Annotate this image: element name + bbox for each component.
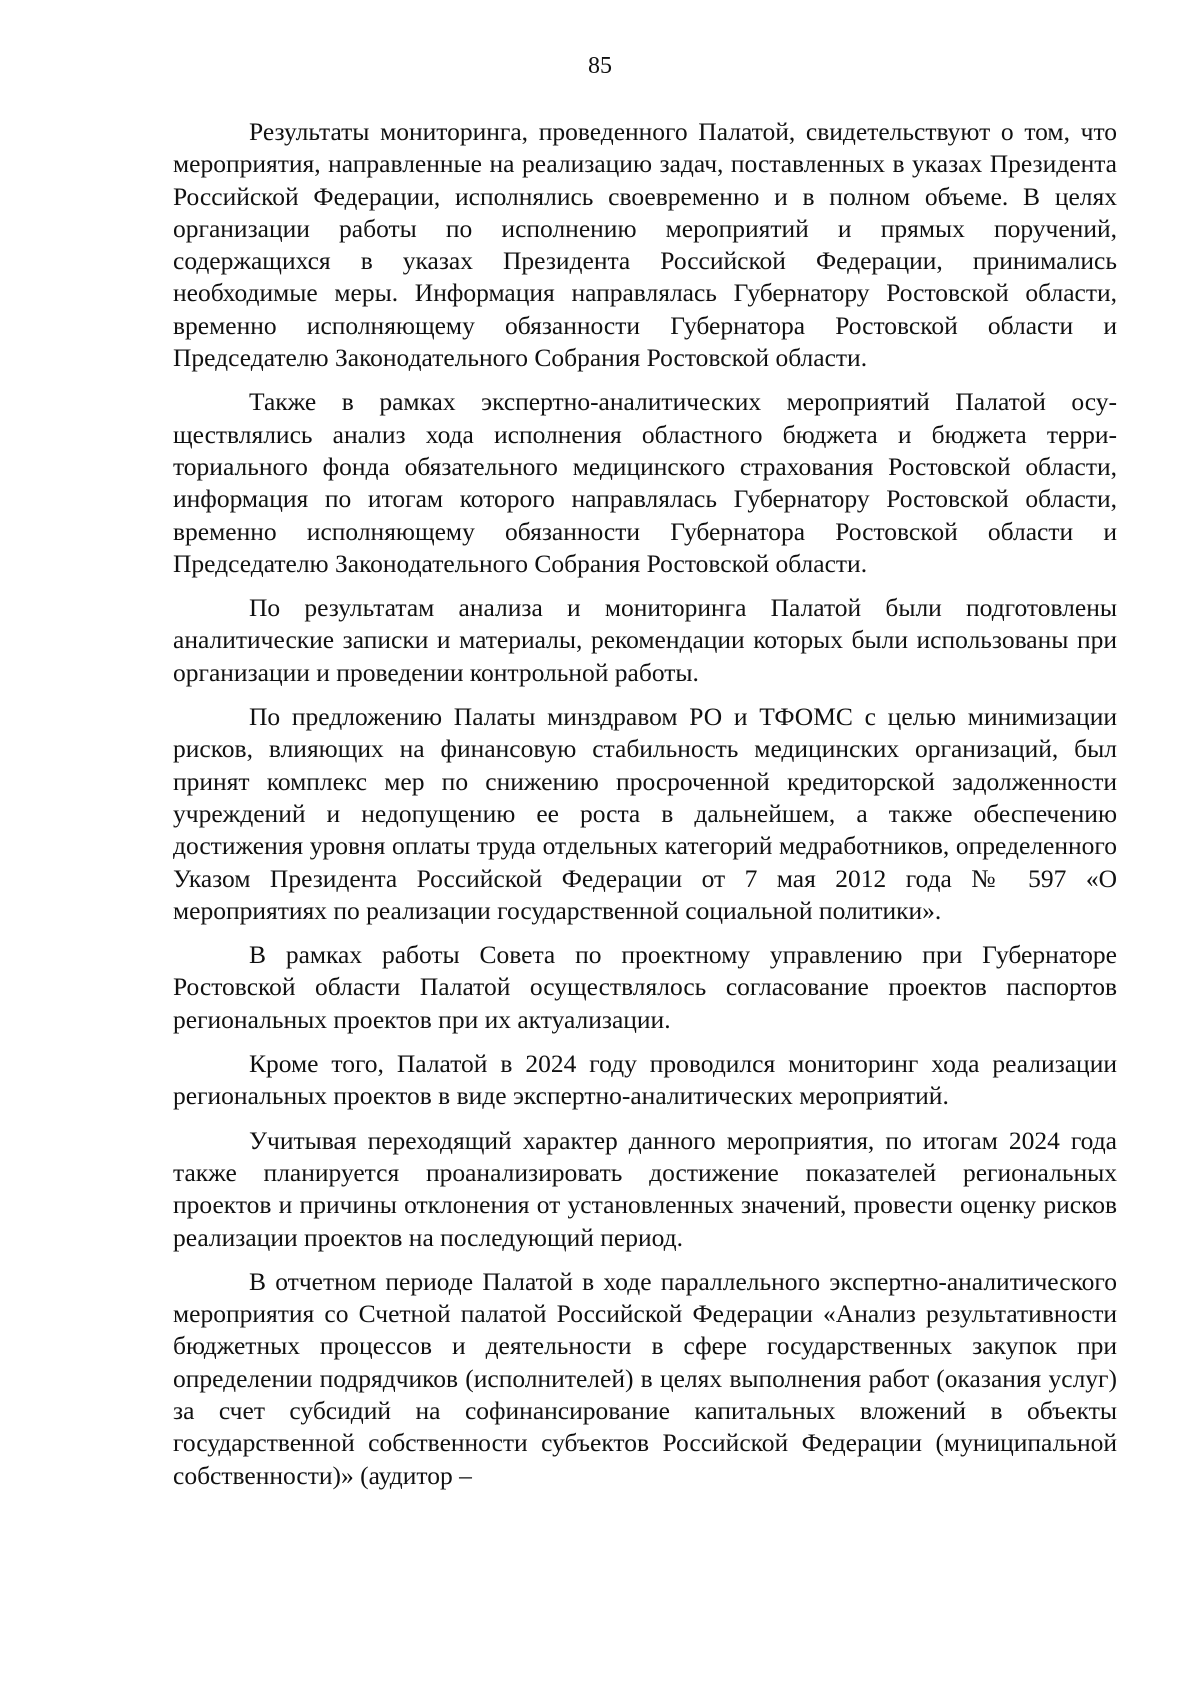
paragraph-planned-analysis: Учитывая переходящий характер данного мероприятия, по итогам 2024 года также планируется проанализировать достижение показателей региональных проектов и причины отклонения от установленных значений, провести оценку рисков реализации проектов на последующий период.: [173, 1125, 1117, 1252]
paragraph-project-council: В рамках работы Совета по проектному управлению при Губернаторе Ростовской области Палатой осуществлялось согласование проектов паспортов региональных проектов при их актуализации.: [173, 940, 1117, 1034]
document-body: [173, 116, 1117, 1504]
paragraph-analytical-notes: По результатам анализа и мониторинга Палатой были подготовлены аналитические записки и материалы, рекомендации которых были использованы при организации и проведении контрольной работы.: [173, 593, 1117, 687]
paragraph-expert-analytical-activities: Также в рамках экспертно-аналитических мероприятий Палатой осуществлялись анализ хода исполнения областного бюджета и бюджета территориального фонда обязательного медицинского страхования Ростовской области, информация по итогам которого направлялась Губернатору Ростовской области, временно исполняющему обязанности Губернатора Ростовской области и Председателю Законодательного Собрания Ростовской области.: [173, 387, 1117, 578]
paragraph-regional-projects-monitoring: Кроме того, Палатой в 2024 году проводился мониторинг хода реализации региональных проектов в виде экспертно-аналитических мероприятий.: [173, 1049, 1117, 1111]
paragraph-risk-minimization: По предложению Палаты минздравом РО и ТФОМС с целью минимизации рисков, влияющих на финансовую стабильность медицинских организаций, был принят комплекс мер по снижению просроченной кредиторской задолженности учреждений и недопущению ее роста в дальнейшем, а также обеспечению достижения уровня оплаты труда отдельных категорий медработников, определенного Указом Президента Российской Федерации от 7 мая 2012 года № 597 «О мероприятиях по реализации государственной социальной политики».: [173, 702, 1117, 925]
paragraph-parallel-audit: В отчетном периоде Палатой в ходе параллельного экспертно-аналитического мероприятия со Счетной палатой Российской Федерации «Анализ результативности бюджетных процессов и деятельности в сфере государственных закупок при определении подрядчиков (исполнителей) в целях выполнения работ (оказания услуг) за счет субсидий на софинансирование капитальных вложений в объекты государственной собственности субъектов Российской Федерации (муниципальной собственности)» (аудитор –: [173, 1266, 1117, 1490]
page-number: 85: [588, 53, 612, 79]
paragraph-monitoring-results: Результаты мониторинга, проведенного Палатой, свидетельствуют о том, что мероприятия, направленные на реализацию задач, поставленных в указах Президента Российской Федерации, исполнялись своевременно и в полном объеме. В целях организации работы по исполнению мероприятий и прямых поручений, содержащихся в указах Президента Российской Федерации, принимались необходимые меры. Информация направлялась Губернатору Ростовской области, временно исполняющему обязанности Губернатора Ростовской области и Председателю Законодательного Собрания Ростовской области.: [173, 117, 1117, 373]
